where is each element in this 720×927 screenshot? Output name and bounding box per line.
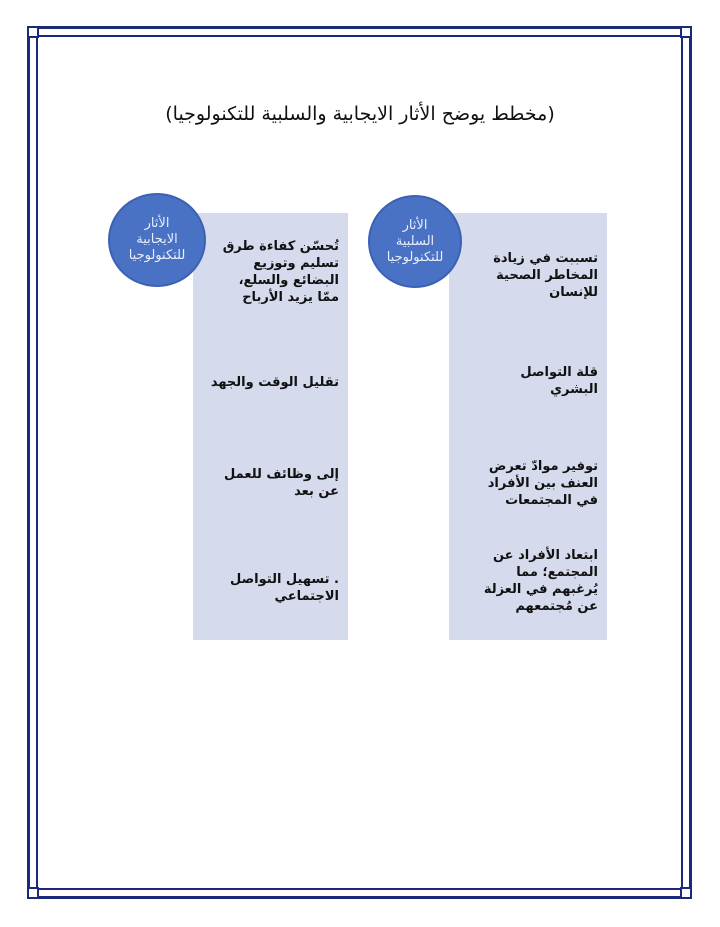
positive-effects-heading: الأثار الايجابية للتكنولوجيا (108, 193, 206, 287)
positive-item-2: تقليل الوقت والجهد (210, 375, 339, 390)
corner-ornament-bottom-left (27, 887, 39, 899)
positive-item-4: . تسهيل التواصل الاجتماعي (229, 572, 339, 604)
negative-item-2: قلة التواصل البشري (520, 365, 598, 397)
corner-ornament-bottom-right (680, 887, 692, 899)
negative-item-3: توفير موادّ تعرض العنف بين الأفراد في المجتمعات (487, 459, 598, 508)
diagram-title: (مخطط يوضح الأثار الايجابية والسلبية للتكنولوجيا) (165, 103, 555, 125)
negative-item-4: ابتعاد الأفراد عن المجتمع؛ مما يُرغبهم في العزلة عن مُجتمعهم (483, 548, 598, 614)
corner-ornament-top-right (680, 26, 692, 38)
corner-ornament-top-left (27, 26, 39, 38)
positive-item-1: تُحسّن كفاءة طرق تسليم وتوزيع البضائع والسلع، ممّا يزيد الأرباح (222, 239, 339, 305)
negative-effects-heading: الأثار السلبية للتكنولوجيا (368, 195, 462, 288)
positive-item-3: إلى وظائف للعمل عن بعد (224, 467, 339, 499)
negative-item-1: تسببت في زيادة المخاطر الصحية للإنسان (493, 251, 598, 300)
